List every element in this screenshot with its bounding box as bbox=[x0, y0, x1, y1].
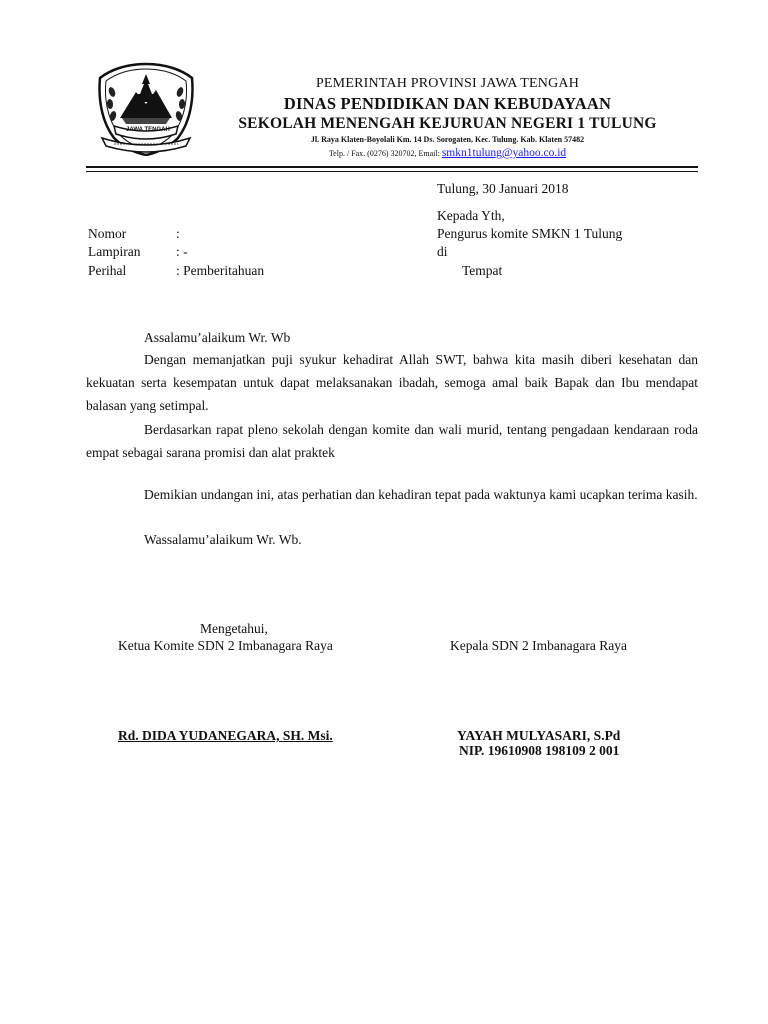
left-signer-title: Ketua Komite SDN 2 Imbanagara Raya bbox=[118, 638, 333, 653]
recipient-name: Pengurus komite SMKN 1 Tulung bbox=[437, 226, 623, 241]
letterhead-rule-thick bbox=[86, 166, 698, 168]
letterhead-address: Jl. Raya Klaten-Boyolali Km. 14 Ds. Sorogaten, Kec. Tulung. Kab. Klaten 57482 bbox=[310, 135, 585, 144]
greeting: Assalamu’alaikum Wr. Wb bbox=[144, 330, 291, 345]
letter-date: Tulung, 30 Januari 2018 bbox=[437, 181, 569, 196]
letterhead-school: SEKOLAH MENENGAH KEJURUAN NEGERI 1 TULUNG bbox=[238, 115, 657, 132]
letterhead-phone: Telp. / Fax. (0276) 320702, Email: bbox=[328, 149, 440, 158]
letterhead-rule-thin bbox=[86, 171, 698, 172]
recipient-salutation: Kepada Yth, bbox=[437, 208, 505, 223]
recipient-di: di bbox=[437, 244, 448, 259]
paragraph-1 bbox=[86, 348, 698, 417]
mengetahui-label: Mengetahui, bbox=[200, 621, 268, 636]
paragraph-3 bbox=[86, 483, 698, 506]
perihal-label: Perihal bbox=[88, 263, 127, 278]
paragraph-2-text: Berdasarkan rapat pleno sekolah dengan komite dan wali murid, tentang pengadaan kendaraan roda empat sebagai sarana promisi dan alat praktek bbox=[86, 422, 698, 460]
letterhead-contact bbox=[205, 148, 690, 160]
province-logo bbox=[92, 60, 200, 156]
letterhead-government: PEMERINTAH PROVINSI JAWA TENGAH bbox=[315, 76, 580, 91]
email-link[interactable]: smkn1tulung@yahoo.co.id bbox=[441, 147, 567, 159]
logo-banner-text: JAWA TENGAH bbox=[126, 127, 170, 133]
lampiran-value: : - bbox=[176, 244, 188, 259]
paragraph-2 bbox=[86, 418, 698, 464]
lampiran-label: Lampiran bbox=[88, 244, 141, 259]
letterhead-department: DINAS PENDIDIKAN DAN KEBUDAYAAN bbox=[283, 94, 612, 113]
nomor-value: : bbox=[176, 226, 180, 241]
perihal-value: : Pemberitahuan bbox=[176, 263, 265, 278]
paragraph-1-text: Dengan memanjatkan puji syukur kehadirat Allah SWT, bahwa kita masih diberi kesehatan dan kekuatan serta kesempatan untuk dapat melaksanakan ibadah, semoga amal baik Bapak dan Ibu mendapat balasan yang setimpal. bbox=[86, 352, 698, 413]
closing: Wassalamu’alaikum Wr. Wb. bbox=[144, 532, 302, 547]
right-signer-title: Kepala SDN 2 Imbanagara Raya bbox=[450, 638, 627, 653]
nomor-label: Nomor bbox=[88, 226, 127, 241]
right-signer-nip: NIP. 19610908 198109 2 001 bbox=[459, 743, 620, 758]
recipient-place: Tempat bbox=[462, 263, 503, 278]
left-signer-name: Rd. DIDA YUDANEGARA, SH. Msi. bbox=[118, 728, 333, 743]
right-signer-name: YAYAH MULYASARI, S.Pd bbox=[457, 728, 621, 743]
paragraph-3-text: Demikian undangan ini, atas perhatian dan kehadiran tepat pada waktunya kami ucapkan terima kasih. bbox=[144, 487, 698, 502]
